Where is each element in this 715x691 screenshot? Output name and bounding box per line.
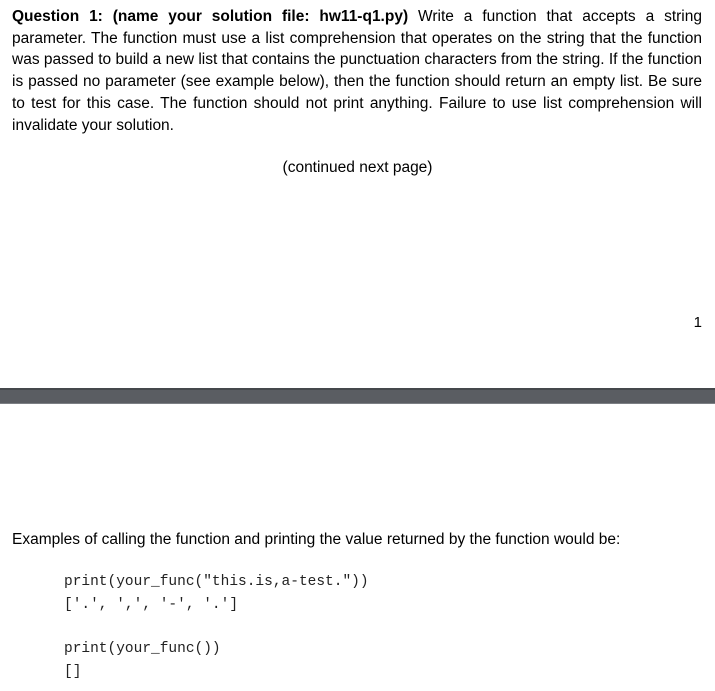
question-body: Write a function that accepts a string parameter. The function must use a list comprehension that operates on the string that the function was passed to build a new list that contains the punctuation characters from the string. If the function is passed no parameter (see example below), then the function should return an empty list. Be sure to test for this case. The function should not print anything. Failure to use list comprehension will invalidate your solution.: [12, 8, 702, 134]
question-paragraph: [12, 6, 702, 136]
question-label: Question 1: (name your solution file: hw11-q1.py): [12, 8, 409, 25]
code-line: print(your_func()): [64, 641, 221, 657]
document-page-2: [0, 404, 715, 691]
page-number: 1: [693, 314, 702, 331]
code-output: []: [64, 664, 82, 680]
examples-intro: Examples of calling the function and printing the value returned by the function would be:: [12, 531, 621, 548]
code-line: print(your_func("this.is,a-test.")): [64, 574, 369, 590]
continued-note: (continued next page): [282, 159, 433, 176]
code-output: ['.', ',', '-', '.']: [64, 597, 239, 613]
page-break-divider: [0, 388, 715, 404]
